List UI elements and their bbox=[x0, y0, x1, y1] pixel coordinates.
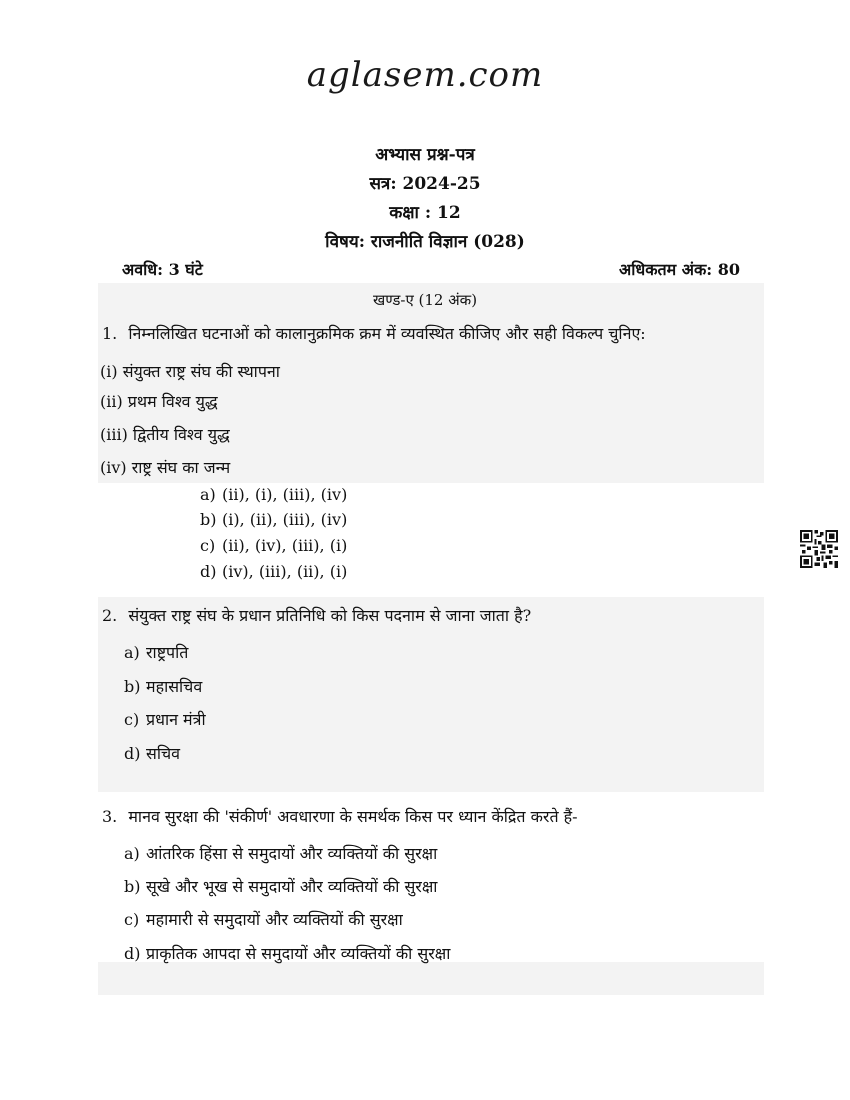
option-label: a) bbox=[124, 844, 140, 863]
duration-label: अवधि: 3 घंटे bbox=[122, 260, 203, 279]
option-label: d) bbox=[124, 744, 141, 763]
option-c bbox=[200, 536, 347, 555]
option-d bbox=[124, 942, 450, 964]
option-label: a) bbox=[200, 485, 216, 504]
class-label: कक्षा : 12 bbox=[389, 203, 461, 223]
list-item: (iii) द्वितीय विश्व युद्ध bbox=[100, 425, 230, 444]
option-label: d) bbox=[200, 562, 217, 581]
option-label: b) bbox=[124, 877, 141, 896]
option-text: (ii), (i), (iii), (iv) bbox=[222, 485, 348, 504]
option-text: सचिव bbox=[146, 744, 181, 763]
option-d bbox=[200, 562, 347, 581]
option-text: सूखे और भूख से समुदायों और व्यक्तियों की सुरक्षा bbox=[146, 877, 438, 896]
option-d bbox=[124, 742, 180, 764]
question-number: 1. bbox=[102, 324, 118, 343]
option-text: महासचिव bbox=[146, 677, 203, 696]
list-item: (iv) राष्ट्र संघ का जन्म bbox=[100, 458, 231, 477]
option-label: b) bbox=[124, 677, 141, 696]
site-logo: aglasem.com bbox=[306, 55, 544, 95]
option-a bbox=[124, 842, 437, 864]
option-text: (i), (ii), (iii), (iv) bbox=[222, 510, 348, 529]
question-band-3 bbox=[98, 962, 764, 995]
option-text: प्रधान मंत्री bbox=[146, 710, 206, 729]
question-number: 2. bbox=[102, 606, 118, 625]
question-2 bbox=[102, 604, 531, 626]
option-a bbox=[124, 641, 188, 663]
option-label: c) bbox=[200, 536, 216, 555]
option-text: (iv), (iii), (ii), (i) bbox=[222, 562, 348, 581]
option-a bbox=[200, 485, 347, 504]
option-c bbox=[124, 708, 206, 730]
option-label: b) bbox=[200, 510, 217, 529]
option-label: d) bbox=[124, 944, 141, 963]
section-heading: खण्ड-ए (12 अंक) bbox=[372, 291, 478, 309]
question-text: मानव सुरक्षा की 'संकीर्ण' अवधारणा के समर्थक किस पर ध्यान केंद्रित करते हैं- bbox=[128, 807, 578, 826]
question-text: निम्नलिखित घटनाओं को कालानुक्रमिक क्रम में व्यवस्थित कीजिए और सही विकल्प चुनिए: bbox=[128, 324, 646, 343]
option-text: राष्ट्रपति bbox=[146, 643, 189, 662]
question-1 bbox=[102, 322, 646, 344]
question-text: संयुक्त राष्ट्र संघ के प्रधान प्रतिनिधि को किस पदनाम से जाना जाता है? bbox=[128, 606, 532, 625]
option-text: (ii), (iv), (iii), (i) bbox=[222, 536, 348, 555]
option-label: c) bbox=[124, 710, 140, 729]
list-item: (i) संयुक्त राष्ट्र संघ की स्थापना bbox=[100, 362, 280, 381]
option-b bbox=[124, 675, 202, 697]
question-3 bbox=[102, 805, 578, 827]
subject-label: विषय: राजनीति विज्ञान (028) bbox=[325, 232, 525, 252]
option-text: आंतरिक हिंसा से समुदायों और व्यक्तियों की सुरक्षा bbox=[146, 844, 438, 863]
max-marks-label: अधिकतम अंक: 80 bbox=[618, 260, 740, 279]
paper-title: अभ्यास प्रश्न-पत्र bbox=[375, 145, 475, 165]
option-b bbox=[124, 875, 437, 897]
option-label: c) bbox=[124, 910, 140, 929]
list-item: (ii) प्रथम विश्व युद्ध bbox=[100, 392, 218, 411]
question-band-1 bbox=[98, 283, 764, 483]
session-label: सत्र: 2024-25 bbox=[369, 174, 481, 194]
option-b bbox=[200, 510, 347, 529]
option-text: महामारी से समुदायों और व्यक्तियों की सुरक्षा bbox=[146, 910, 403, 929]
option-label: a) bbox=[124, 643, 140, 662]
option-c bbox=[124, 908, 403, 930]
question-number: 3. bbox=[102, 807, 118, 826]
qr-code-icon bbox=[800, 530, 838, 568]
option-text: प्राकृतिक आपदा से समुदायों और व्यक्तियों की सुरक्षा bbox=[146, 944, 451, 963]
